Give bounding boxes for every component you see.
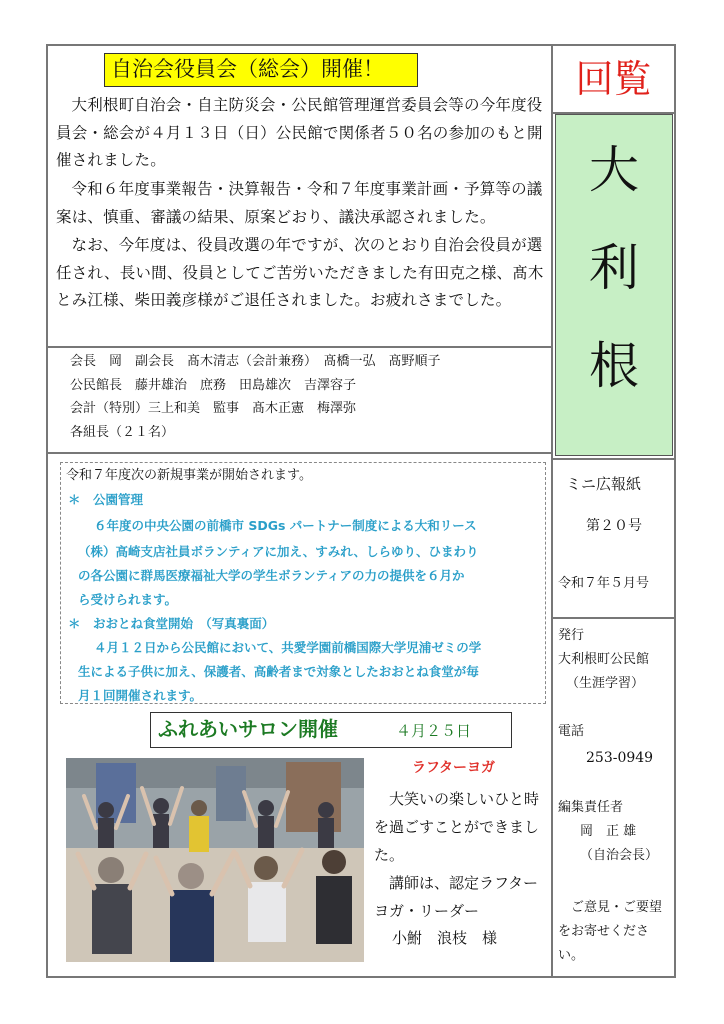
column-divider xyxy=(551,44,553,978)
project-text-line: 生による子供に加え、保護者、高齢者まで対象としたおおとね食堂が毎 xyxy=(78,664,479,679)
officers-line: 会長 岡 副会長 髙木清志（会計兼務） 髙橋一弘 髙野順子 xyxy=(70,354,441,369)
instructor-name: 小鮒 浪枝 様 xyxy=(392,929,498,947)
salon-title: ふれあいサロン開催 xyxy=(158,717,338,741)
project-text-line: ら受けられます。 xyxy=(78,592,178,607)
publisher-name: 大利根町公民館 xyxy=(558,652,650,667)
salon-instructor-intro: 講師は、認定ラフターヨガ・リーダー xyxy=(374,874,538,920)
town-name-char: 利 xyxy=(589,239,639,297)
editor-sub: （自治会長） xyxy=(580,848,659,863)
article-paragraph-3: なお、今年度は、役員改選の年ですが、次のとおり自治会役員が選任され、長い間、役員としてご苦労いただきました有田克之様、髙木とみ江様、柴田義彦様がご退任されました。お疲れさまでした。 xyxy=(56,236,544,309)
issue-date: 令和７年５月号 xyxy=(558,576,650,591)
photo-illustration xyxy=(66,758,364,962)
officers-line: 会計（特別）三上和美 監事 髙木正憲 梅澤弥 xyxy=(70,401,357,416)
phone-label: 電話 xyxy=(558,724,585,739)
project-text-line: ４月１２日から公民館において、共愛学園前橋国際大学児浦ゼミの学 xyxy=(94,640,482,655)
officers-divider-top xyxy=(48,346,551,348)
project-text-line: 月１回開催されます。 xyxy=(78,688,203,703)
kairan-label: 回覧 xyxy=(575,57,652,101)
town-name-char: 大 xyxy=(589,141,639,199)
project-text-line: （株）高崎支店社員ボランティアに加え、すみれ、しらゆり、ひまわり xyxy=(78,544,479,559)
officers-line: 公民館長 藤井雄治 庶務 田島雄次 吉澤容子 xyxy=(70,377,357,393)
officers-line: 各組長（２１名） xyxy=(70,424,175,440)
issue-divider xyxy=(553,617,674,619)
issue-number: 第２０号 xyxy=(586,518,642,534)
town-name-char: 根 xyxy=(589,337,639,395)
project-heading-cafeteria: ＊ おおとね食堂開始 （写真裏面） xyxy=(68,616,275,631)
editor-name: 岡 正 雄 xyxy=(580,824,637,839)
name-divider xyxy=(553,458,674,460)
phone-number: 253-0949 xyxy=(586,750,654,766)
paper-type: ミニ広報紙 xyxy=(566,475,642,493)
feedback-request: ご意見・ご要望をお寄せください。 xyxy=(558,900,663,963)
project-heading-park: ＊ 公園管理 xyxy=(68,492,144,507)
salon-description xyxy=(374,785,550,925)
editor-label: 編集責任者 xyxy=(558,800,624,815)
article-paragraph-1: 大利根町自治会・自主防災会・公民館管理運営委員会等の今年度役員会・総会が４月１３日（日）公民館で関係者５０名の参加のもと開催されました。 xyxy=(56,96,543,169)
publisher-label: 発行 xyxy=(558,628,585,643)
officers-divider-bottom xyxy=(48,452,551,454)
new-projects-title: 令和７年度次の新規事業が開始されます。 xyxy=(66,468,312,483)
project-text-line: の各公園に群馬医療福祉大学の学生ボランティアの力の提供を６月か xyxy=(78,568,465,583)
officers-list xyxy=(70,350,540,444)
project-text-line: ６年度の中央公園の前橋市 SDGs パートナー制度による大和リース xyxy=(94,518,477,533)
headline-banner: 自治会役員会（総会）開催！ xyxy=(104,53,418,87)
laughter-yoga-title: ラフターヨガ xyxy=(412,760,496,776)
laughter-yoga-photo xyxy=(66,758,364,962)
publisher-sub: （生涯学習） xyxy=(566,676,645,691)
article-paragraph-2: 令和６年度事業報告・決算報告・令和７年度事業計画・予算等の議案は、慎重、審議の結果、原案どおり、議決承認されました。 xyxy=(56,180,543,226)
salon-text: 大笑いの楽しいひと時を過ごすことができました。 xyxy=(374,790,540,864)
salon-date: ４月２５日 xyxy=(396,722,472,740)
